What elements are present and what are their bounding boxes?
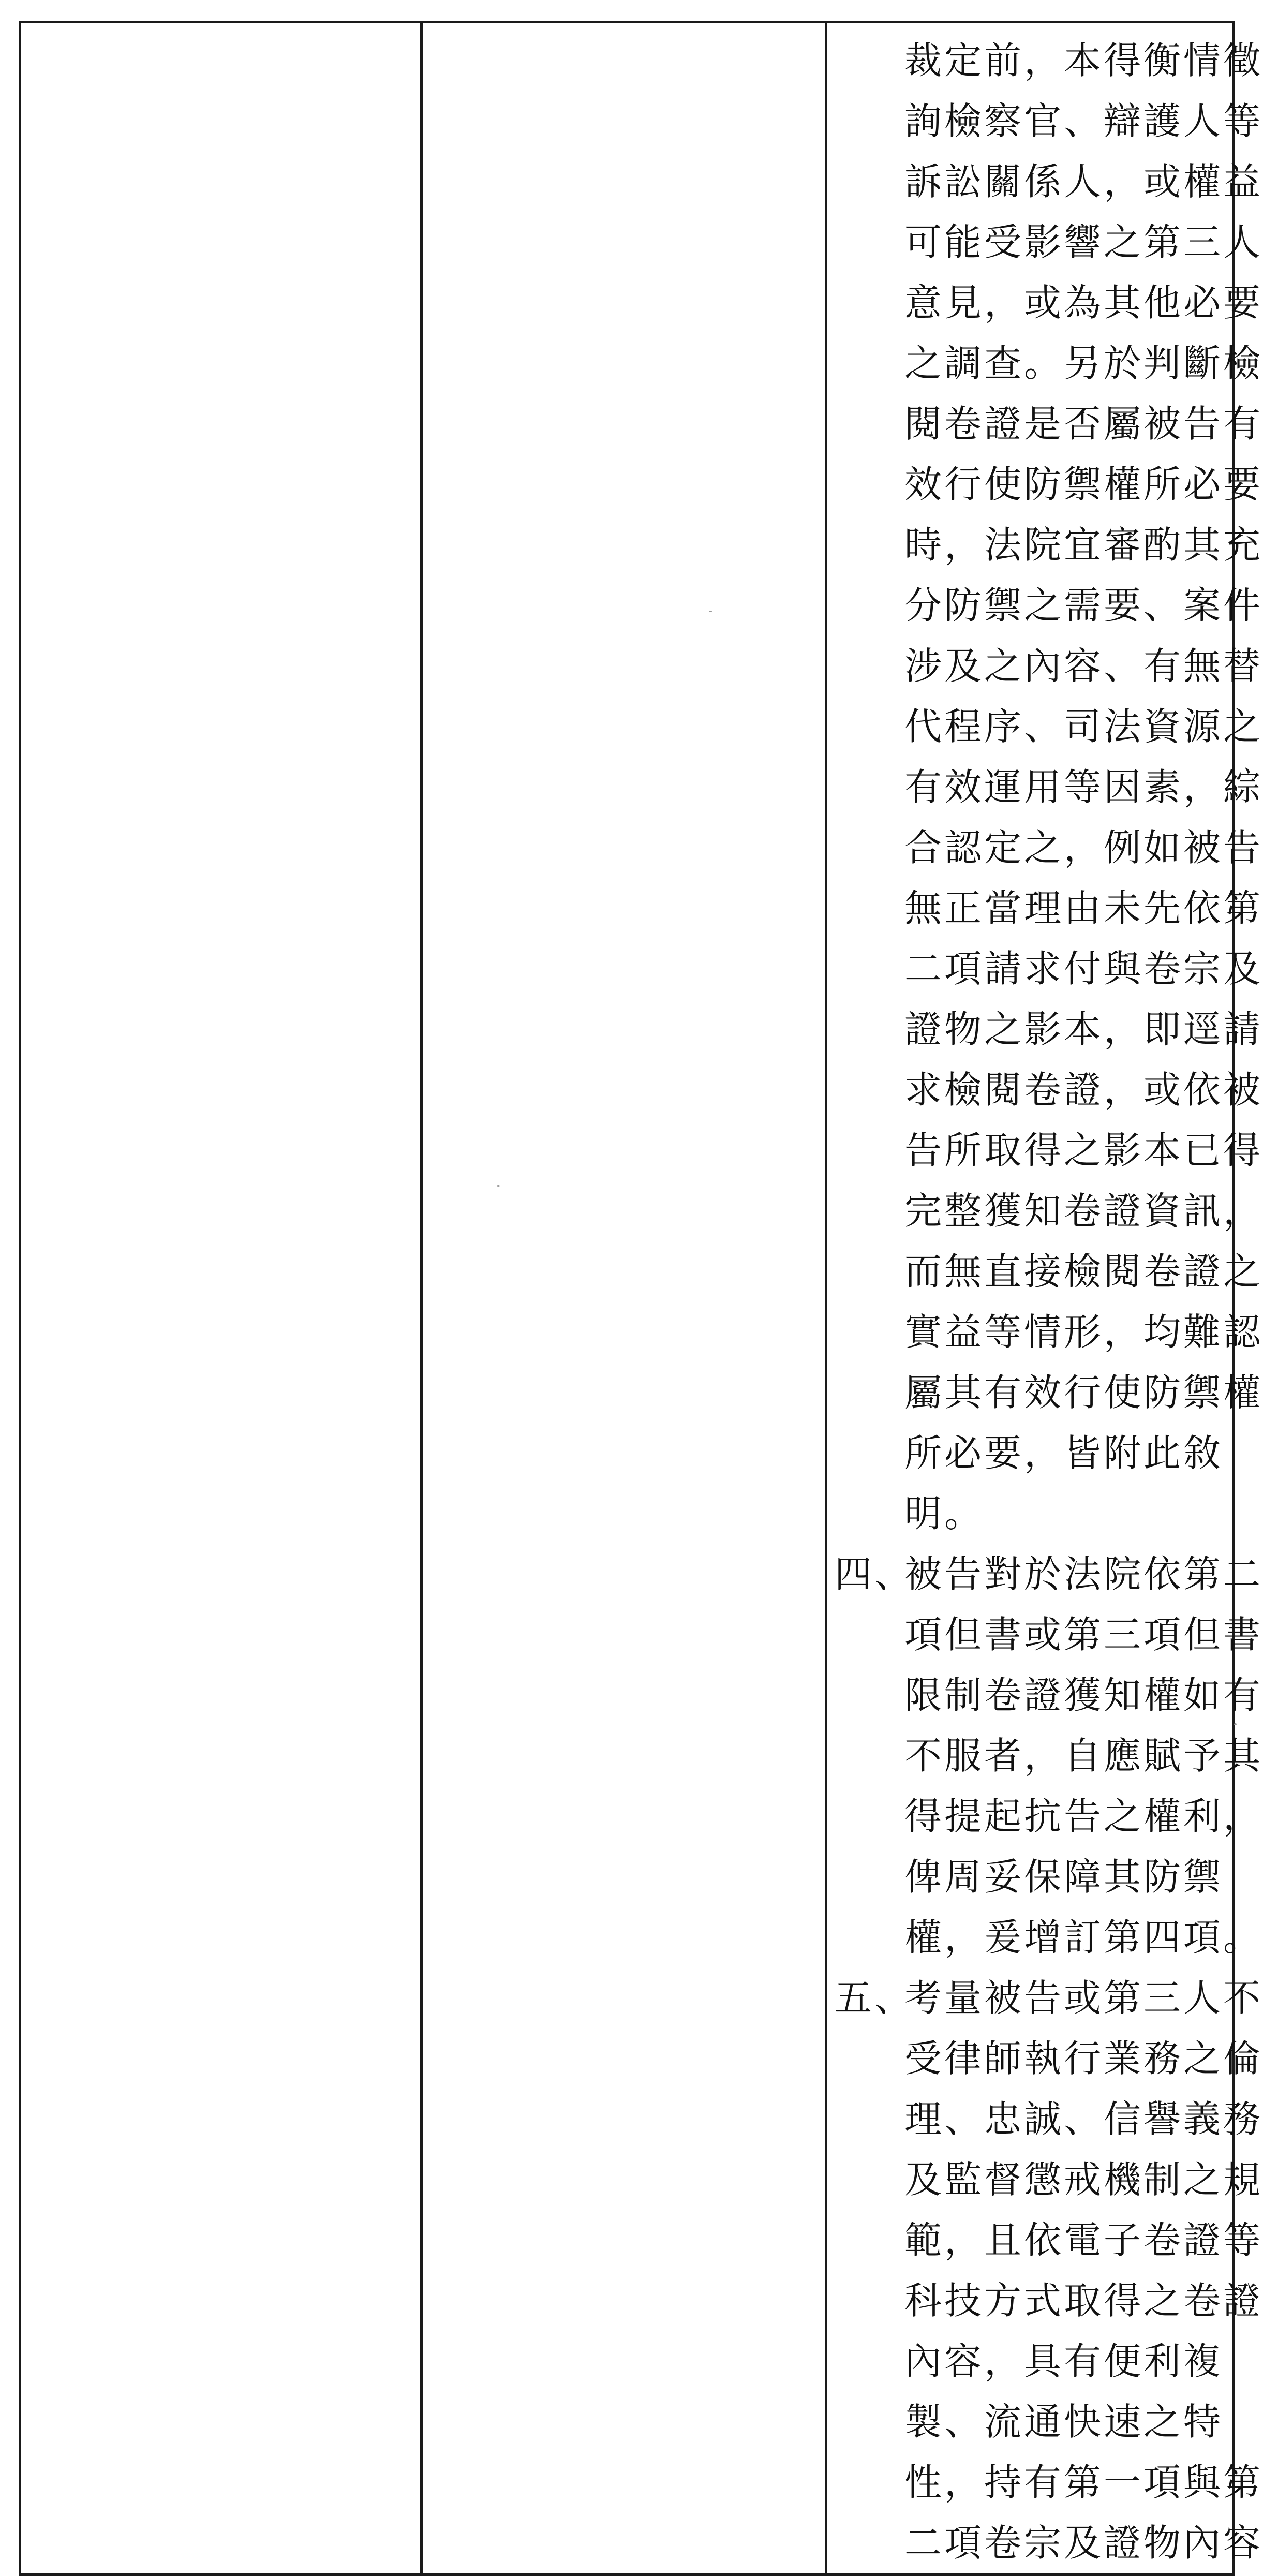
text-line: 時，法院宜審酌其充 bbox=[904, 523, 1263, 567]
text-line: 得提起抗告之權利， bbox=[904, 1795, 1263, 1838]
comparison-table bbox=[19, 21, 1263, 2576]
scan-speck bbox=[709, 611, 712, 612]
text-line: 二項請求付與卷宗及 bbox=[904, 947, 1263, 990]
text-line: 理、忠誠、信譽義務 bbox=[904, 2097, 1263, 2141]
scan-speck bbox=[1234, 1723, 1237, 1725]
text-line: 分防禦之需要、案件 bbox=[904, 584, 1263, 627]
text-line: 限制卷證獲知權如有 bbox=[904, 1674, 1263, 1717]
item-5-text: 考量被告或第三人不 bbox=[904, 1976, 1263, 2020]
text-line: 俾周妥保障其防禦 bbox=[904, 1855, 1224, 1899]
text-line: 訴訟關係人，或權益 bbox=[904, 160, 1263, 203]
text-line: 內容，具有便利複 bbox=[904, 2340, 1224, 2383]
item-4-text: 被告對於法院依第二 bbox=[904, 1552, 1263, 1596]
text-line: 性，持有第一項與第 bbox=[904, 2461, 1263, 2504]
text-line: 之調查。另於判斷檢 bbox=[904, 342, 1263, 385]
item-5-marker: 五、 bbox=[835, 1976, 915, 2020]
text-line: 完整獲知卷證資訊， bbox=[904, 1189, 1263, 1233]
text-line: 二項卷宗及證物內容 bbox=[904, 2521, 1263, 2565]
text-line: 合認定之，例如被告 bbox=[904, 826, 1263, 869]
item-4-marker: 四、 bbox=[835, 1552, 915, 1596]
text-line: 不服者，自應賦予其 bbox=[904, 1734, 1263, 1778]
text-line: 所必要，皆附此敘 bbox=[904, 1431, 1224, 1475]
text-line: 範，且依電子卷證等 bbox=[904, 2218, 1263, 2262]
text-line: 效行使防禦權所必要 bbox=[904, 463, 1263, 506]
explanation-text bbox=[827, 23, 1263, 2573]
item-5-first-line bbox=[835, 1968, 1263, 2029]
text-line: 可能受影響之第三人 bbox=[904, 220, 1263, 264]
text-line: 屬其有效行使防禦權 bbox=[904, 1371, 1263, 1414]
text-line: 權，爰增訂第四項。 bbox=[904, 1916, 1263, 1959]
item-4-first-line bbox=[835, 1544, 1263, 1605]
column-current-text bbox=[422, 22, 826, 2575]
text-line: 詢檢察官、辯護人等 bbox=[904, 99, 1263, 143]
text-line: 意見，或為其他必要 bbox=[904, 281, 1263, 324]
text-line: 無正當理由未先依第 bbox=[904, 886, 1263, 930]
column-explanation bbox=[826, 22, 1263, 2575]
text-line: 裁定前，本得衡情徵 bbox=[904, 39, 1263, 82]
text-line: 閱卷證是否屬被告有 bbox=[904, 402, 1263, 446]
text-line: 實益等情形，均難認 bbox=[904, 1310, 1263, 1354]
text-line: 而無直接檢閱卷證之 bbox=[904, 1250, 1263, 1293]
text-line: 明。 bbox=[904, 1492, 985, 1535]
text-line: 受律師執行業務之倫 bbox=[904, 2037, 1263, 2080]
text-line: 代程序、司法資源之 bbox=[904, 705, 1263, 748]
text-line: 有效運用等因素，綜 bbox=[904, 765, 1263, 809]
text-line: 證物之影本，即逕請 bbox=[904, 1008, 1263, 1051]
text-line: 涉及之內容、有無替 bbox=[904, 644, 1263, 688]
table-row bbox=[20, 22, 1234, 2575]
text-line: 及監督懲戒機制之規 bbox=[904, 2158, 1263, 2201]
text-line: 求檢閱卷證，或依被 bbox=[904, 1068, 1263, 1112]
scan-speck bbox=[497, 1185, 500, 1187]
column-amended-text bbox=[20, 22, 422, 2575]
text-line: 製、流通快速之特 bbox=[904, 2400, 1224, 2444]
text-line: 科技方式取得之卷證 bbox=[904, 2279, 1263, 2322]
text-line: 項但書或第三項但書 bbox=[904, 1613, 1263, 1656]
text-line: 告所取得之影本已得 bbox=[904, 1129, 1263, 1172]
